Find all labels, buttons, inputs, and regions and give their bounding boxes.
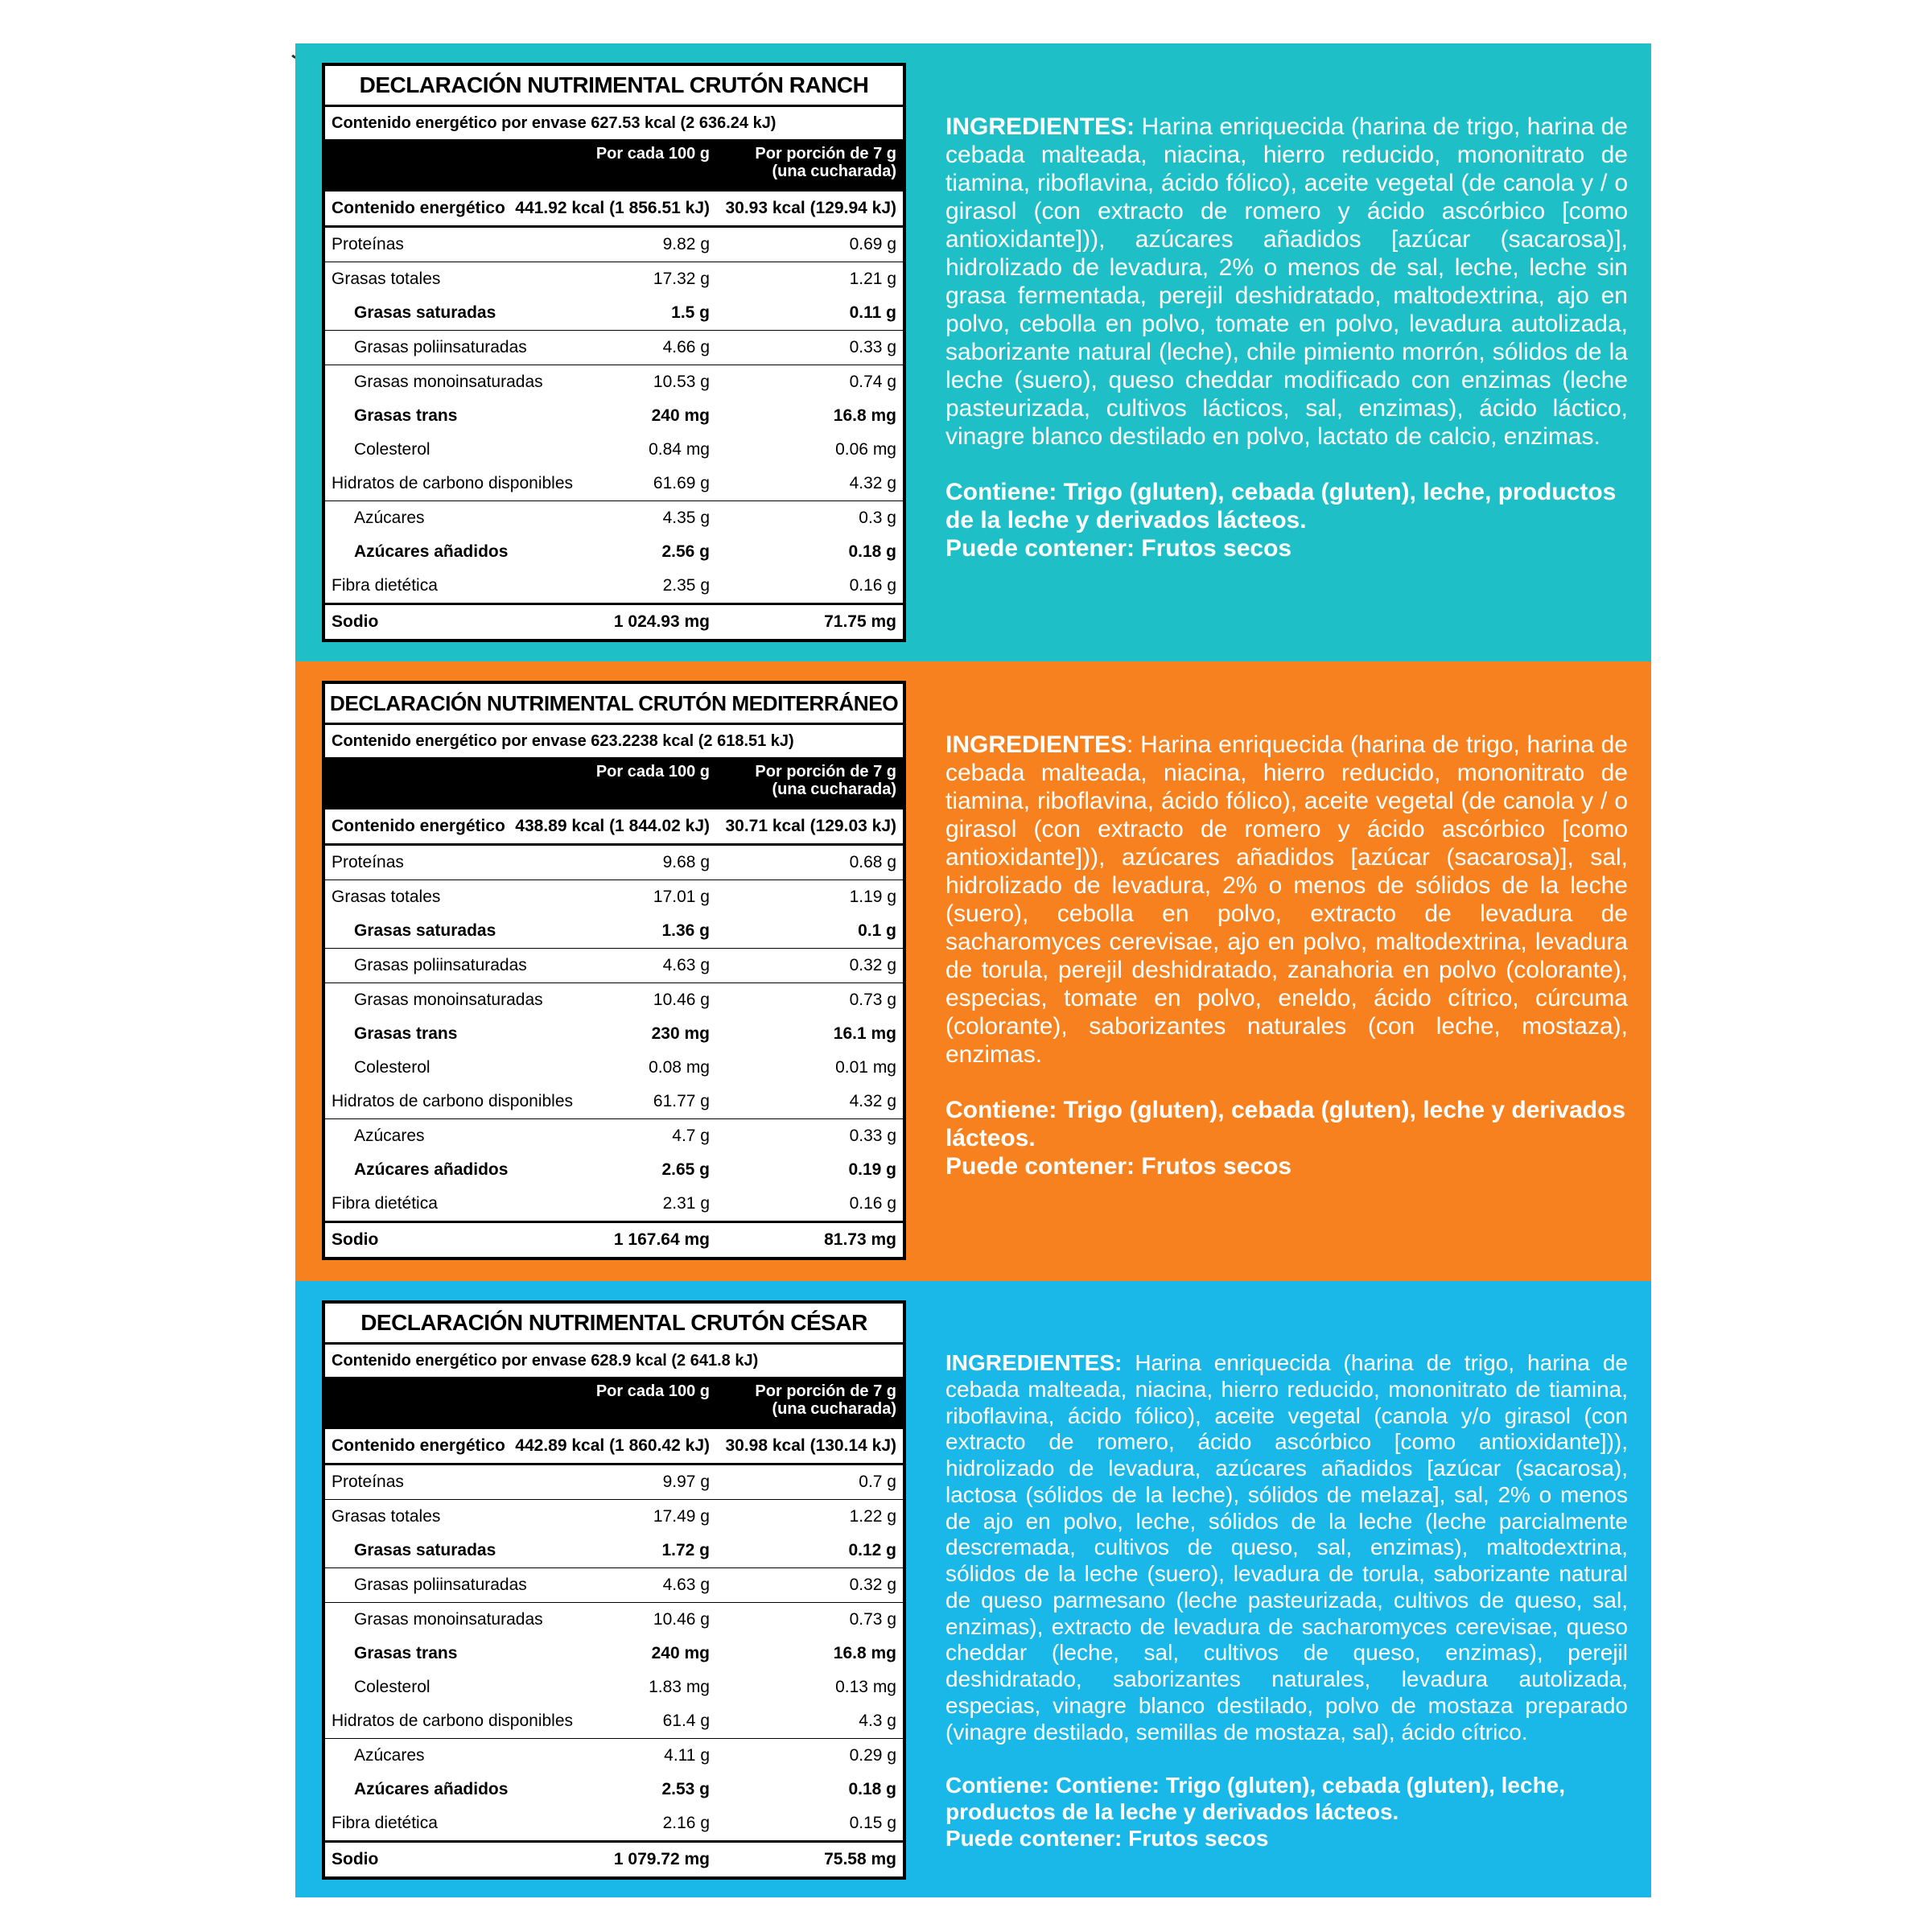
allergens <box>945 1773 1628 1852</box>
nutrient-label: Sodio <box>332 612 379 631</box>
energy-per-package: Contenido energético por envase 627.53 kcal (2 636.24 kJ) <box>325 107 903 142</box>
nutrient-label: Fibra dietética <box>332 1194 438 1213</box>
value-per-100g: 0.08 mg <box>649 1058 710 1077</box>
value-per-100g: 2.56 g <box>661 542 710 561</box>
value-per-100g: 17.49 g <box>653 1507 710 1526</box>
nutrient-label: Grasas poliinsaturadas <box>354 338 527 356</box>
contains-text: Contiene: Trigo (gluten), cebada (gluten), leche, productos de la leche y derivados lácteos. <box>945 479 1617 533</box>
nutrition-row <box>325 1704 903 1739</box>
value-per-100g: 2.65 g <box>661 1160 710 1179</box>
col-per-100g: Por cada 100 g <box>595 1382 710 1400</box>
value-per-portion: 0.73 g <box>849 991 896 1009</box>
value-per-100g: 230 mg <box>651 1024 710 1043</box>
nutrition-row <box>325 1637 903 1670</box>
nutrition-row <box>325 1500 903 1534</box>
col-per-portion-line1: Por porción de 7 g <box>755 1382 896 1400</box>
col-per-portion-line2: (una cucharada) <box>772 781 896 798</box>
value-per-portion: 4.32 g <box>849 1092 896 1110</box>
value-per-portion: 0.7 g <box>859 1473 896 1491</box>
nutrient-label: Hidratos de carbono disponibles <box>332 1712 574 1730</box>
nutrition-title: DECLARACIÓN NUTRIMENTAL CRUTÓN CÉSAR <box>325 1304 903 1345</box>
value-per-portion: 1.19 g <box>849 888 896 906</box>
value-per-portion: 0.11 g <box>849 303 896 322</box>
allergens <box>945 1096 1628 1180</box>
nutrient-label: Grasas saturadas <box>354 1541 496 1559</box>
nutrition-row <box>325 192 903 228</box>
value-per-portion: 0.01 mg <box>835 1058 896 1077</box>
nutrition-table-mediterraneo <box>322 681 906 1260</box>
nutrition-row <box>325 1153 903 1187</box>
nutrition-row <box>325 399 903 433</box>
column-header <box>325 142 903 192</box>
col-per-portion <box>755 145 896 180</box>
nutrient-label: Grasas trans <box>354 406 458 425</box>
nutrient-label: Grasas saturadas <box>354 303 496 322</box>
column-header <box>325 760 903 809</box>
value-per-100g: 2.31 g <box>662 1194 710 1213</box>
value-per-100g: 10.46 g <box>653 991 710 1009</box>
allergens <box>945 478 1628 562</box>
nutrient-label: Fibra dietética <box>332 1814 438 1832</box>
nutrition-row <box>325 1843 903 1876</box>
col-per-portion-line1: Por porción de 7 g <box>755 763 896 781</box>
value-per-portion: 1.21 g <box>849 270 896 288</box>
nutrition-row <box>325 1534 903 1568</box>
nutrient-label: Proteínas <box>332 235 404 253</box>
value-per-100g: 9.97 g <box>662 1473 710 1491</box>
value-per-100g: 1.36 g <box>661 921 710 940</box>
nutrition-row <box>325 1051 903 1085</box>
nutrition-row <box>325 1465 903 1500</box>
energy-per-package: Contenido energético por envase 623.2238 kcal (2 618.51 kJ) <box>325 725 903 760</box>
nutrient-label: Fibra dietética <box>332 576 438 595</box>
nutrition-row <box>325 1670 903 1704</box>
ingredients-text: : Harina enriquecida (harina de trigo, harina de cebada malteada, niacina, hierro reducido, mononitrato de tiamina, riboflavina, ácido fólico), aceite vegetal (de canola y / o girasol (con extracto de romero y ácido ascórbico [como antioxidante])), azúcares añadidos [azúcar (sacarosa)], sal, hidrolizado de levadura, 2% o menos de sólidos de la leche (suero), cebolla en polvo, extracto de levadura de sacharomyces cerevisae, ajo en polvo, maltodextrina, levadura de torula, perejil deshidratado, zanahoria en polvo (colorante), especias, tomate en polvo, eneldo, ácido cítrico, cúrcuma (colorante), saborizantes naturales (con leche, mostaza), enzimas. <box>945 731 1628 1068</box>
col-per-portion-line1: Por porción de 7 g <box>755 145 896 163</box>
value-per-portion: 0.73 g <box>849 1610 896 1629</box>
nutrient-label: Contenido energético <box>332 817 505 835</box>
nutrition-title: DECLARACIÓN NUTRIMENTAL CRUTÓN MEDITERRÁNEO <box>325 684 903 725</box>
nutrition-row <box>325 1806 903 1843</box>
value-per-portion: 71.75 mg <box>824 612 896 631</box>
nutrient-label: Contenido energético <box>332 199 505 217</box>
nutrition-row <box>325 1119 903 1153</box>
value-per-portion: 0.33 g <box>849 338 896 356</box>
nutrient-label: Grasas trans <box>354 1024 458 1043</box>
nutrient-label: Azúcares añadidos <box>354 1160 509 1179</box>
nutrition-row <box>325 1773 903 1806</box>
nutrition-rows <box>325 1429 903 1876</box>
value-per-portion: 75.58 mg <box>824 1850 896 1868</box>
value-per-portion: 0.15 g <box>849 1814 896 1832</box>
value-per-100g: 9.68 g <box>662 853 710 871</box>
nutrition-row <box>325 296 903 331</box>
nutrition-row <box>325 880 903 914</box>
value-per-100g: 1.72 g <box>661 1541 710 1559</box>
value-per-100g: 2.16 g <box>662 1814 710 1832</box>
value-per-portion: 0.69 g <box>849 235 896 253</box>
value-per-portion: 30.93 kcal (129.94 kJ) <box>725 199 896 217</box>
ingredients-ranch <box>945 113 1628 562</box>
nutrient-label: Grasas trans <box>354 1644 458 1662</box>
col-per-portion-line2: (una cucharada) <box>772 163 896 180</box>
value-per-100g: 1.83 mg <box>649 1678 710 1696</box>
value-per-100g: 10.53 g <box>653 373 710 391</box>
value-per-portion: 0.1 g <box>858 921 896 940</box>
nutrition-row <box>325 365 903 399</box>
ingredients-mediterraneo <box>945 731 1628 1180</box>
nutrient-label: Grasas totales <box>332 888 441 906</box>
value-per-portion: 0.18 g <box>848 542 896 561</box>
nutrient-label: Sodio <box>332 1230 379 1249</box>
nutrient-label: Colesterol <box>354 1678 430 1696</box>
value-per-100g: 9.82 g <box>662 235 710 253</box>
value-per-100g: 4.35 g <box>662 509 710 527</box>
value-per-100g: 17.01 g <box>653 888 710 906</box>
nutrient-label: Hidratos de carbono disponibles <box>332 1092 574 1110</box>
column-header <box>325 1379 903 1429</box>
nutrition-row <box>325 569 903 605</box>
nutrition-table-cesar <box>322 1300 906 1880</box>
value-per-portion: 0.3 g <box>859 509 896 527</box>
nutrient-label: Azúcares <box>354 1746 425 1765</box>
value-per-portion: 0.13 mg <box>835 1678 896 1696</box>
value-per-portion: 0.32 g <box>849 1576 896 1594</box>
value-per-100g: 240 mg <box>651 406 710 425</box>
value-per-100g: 1 167.64 mg <box>613 1230 710 1249</box>
nutrition-row <box>325 1568 903 1603</box>
nutrition-table-ranch <box>322 63 906 642</box>
value-per-portion: 0.18 g <box>848 1780 896 1798</box>
nutrition-row <box>325 1187 903 1223</box>
value-per-100g: 0.84 mg <box>649 440 710 459</box>
nutrition-row <box>325 1739 903 1773</box>
value-per-100g: 438.89 kcal (1 844.02 kJ) <box>515 817 710 835</box>
nutrient-label: Grasas monoinsaturadas <box>354 373 543 391</box>
ingredients-paragraph <box>945 113 1628 451</box>
value-per-100g: 4.7 g <box>672 1127 710 1145</box>
nutrient-label: Contenido energético <box>332 1436 505 1455</box>
nutrient-label: Grasas poliinsaturadas <box>354 1576 527 1594</box>
value-per-portion: 0.74 g <box>849 373 896 391</box>
nutrient-label: Grasas poliinsaturadas <box>354 956 527 974</box>
ingredients-heading: INGREDIENTES: <box>945 113 1135 140</box>
may-contain-text: Puede contener: Frutos secos <box>945 1826 1269 1852</box>
energy-per-package: Contenido energético por envase 628.9 kcal (2 641.8 kJ) <box>325 1345 903 1379</box>
panel-mediterraneo <box>295 661 1651 1281</box>
ingredients-text: Harina enriquecida (harina de trigo, harina de cebada malteada, niacina, hierro reducido, mononitrato de tiamina, riboflavina, ácido fólico), aceite vegetal (de canola y / o girasol (con extracto de romero y ácido ascórbico [como antioxidante])), azúcares añadidos [azúcar (sacarosa)], hidrolizado de levadura, 2% o menos de sal, leche, leche sin grasa fermentada, perejil deshidratado, maltodextrina, ajo en polvo, cebolla en polvo, tomate en polvo, levadura autolizada, saborizante natural (leche), chile pimiento morrón, sólidos de la leche (suero), queso cheddar modificado con enzimas (leche pasteurizada, cultivos lácticos, sal, enzimas), ácido láctico, vinagre blanco destilado en polvo, lactato de calcio, enzimas. <box>945 113 1628 450</box>
col-per-portion <box>755 1382 896 1418</box>
nutrition-row <box>325 433 903 467</box>
nutrient-label: Hidratos de carbono disponibles <box>332 474 574 492</box>
nutrition-row <box>325 228 903 262</box>
nutrition-rows <box>325 809 903 1257</box>
nutrition-rows <box>325 192 903 639</box>
value-per-100g: 442.89 kcal (1 860.42 kJ) <box>515 1436 710 1455</box>
nutrition-row <box>325 331 903 365</box>
value-per-100g: 1.5 g <box>671 303 710 322</box>
value-per-100g: 2.53 g <box>661 1780 710 1798</box>
nutrient-label: Grasas monoinsaturadas <box>354 1610 543 1629</box>
nutrient-label: Colesterol <box>354 1058 430 1077</box>
value-per-portion: 0.32 g <box>849 956 896 974</box>
ingredients-paragraph <box>945 1350 1628 1745</box>
value-per-portion: 16.8 mg <box>833 406 896 425</box>
ingredients-paragraph <box>945 731 1628 1069</box>
panel-ranch <box>295 43 1651 661</box>
value-per-100g: 4.66 g <box>662 338 710 356</box>
col-per-portion-line2: (una cucharada) <box>772 1400 896 1418</box>
value-per-portion: 0.06 mg <box>835 440 896 459</box>
value-per-100g: 1 079.72 mg <box>613 1850 710 1868</box>
value-per-100g: 4.63 g <box>662 956 710 974</box>
ingredients-text: Harina enriquecida (harina de trigo, harina de cebada malteada, niacina, hierro reducido, mononitrato de tiamina, riboflavina, ácido fólico), aceite vegetal (canola y/o girasol (con extracto de romero, ácido ascórbico [como antioxidante])), hidrolizado de levadura, azúcares añadidos [azúcar (sacarosa), lactosa (sólidos de la leche), sólidos de melaza], sal, 2% o menos de ajo en polvo, leche, sólidos de la leche (leche parcialmente descremada, cultivos de queso, sal, enzimas), maltodextrina, sólidos de la leche (suero), levadura de torula, saborizante natural de queso parmesano (leche pasteurizada, cultivos de queso, sal, enzimas), extracto de levadura de sacharomyces cerevisae, queso cheddar (leche, sal, cultivos de queso, enzimas), perejil deshidratado, saborizantes naturales, levadura autolizada, especias, vinagre blanco destilado, polvo de mostaza preparado (vinagre destilado, semillas de mostaza, sal), ácido cítrico. <box>945 1350 1628 1745</box>
value-per-portion: 0.16 g <box>849 576 896 595</box>
value-per-100g: 1 024.93 mg <box>613 612 710 631</box>
nutrient-label: Colesterol <box>354 440 430 459</box>
value-per-100g: 2.35 g <box>662 576 710 595</box>
nutrition-title: DECLARACIÓN NUTRIMENTAL CRUTÓN RANCH <box>325 66 903 107</box>
nutrient-label: Azúcares añadidos <box>354 1780 509 1798</box>
nutrient-label: Grasas totales <box>332 1507 441 1526</box>
nutrition-row <box>325 1085 903 1119</box>
col-per-100g: Por cada 100 g <box>595 145 710 163</box>
value-per-100g: 240 mg <box>651 1644 710 1662</box>
value-per-100g: 4.63 g <box>662 1576 710 1594</box>
nutrient-label: Azúcares <box>354 509 425 527</box>
contains-text: Contiene: Trigo (gluten), cebada (gluten), leche y derivados lácteos. <box>945 1097 1626 1151</box>
nutrient-label: Azúcares añadidos <box>354 542 509 561</box>
value-per-portion: 16.1 mg <box>833 1024 896 1043</box>
value-per-portion: 30.71 kcal (129.03 kJ) <box>725 817 896 835</box>
nutrition-row <box>325 1017 903 1051</box>
nutrition-row <box>325 949 903 983</box>
nutrition-row <box>325 809 903 846</box>
contains-text: Contiene: Contiene: Trigo (gluten), cebada (gluten), leche, productos de la leche y derivados lácteos. <box>945 1773 1566 1825</box>
nutrient-label: Azúcares <box>354 1127 425 1145</box>
value-per-portion: 0.68 g <box>849 853 896 871</box>
may-contain-text: Puede contener: Frutos secos <box>945 1153 1292 1180</box>
nutrient-label: Grasas saturadas <box>354 921 496 940</box>
nutrition-row <box>325 914 903 949</box>
value-per-portion: 0.16 g <box>849 1194 896 1213</box>
nutrient-label: Proteínas <box>332 1473 404 1491</box>
nutrition-row <box>325 983 903 1017</box>
nutrition-row <box>325 501 903 535</box>
nutrition-row <box>325 605 903 639</box>
ingredients-heading: INGREDIENTES: <box>945 1350 1123 1375</box>
nutrient-label: Grasas monoinsaturadas <box>354 991 543 1009</box>
nutrient-label: Sodio <box>332 1850 379 1868</box>
panel-cesar <box>295 1281 1651 1897</box>
nutrition-row <box>325 535 903 569</box>
nutrition-row <box>325 846 903 880</box>
value-per-portion: 81.73 mg <box>824 1230 896 1249</box>
nutrition-row <box>325 467 903 501</box>
value-per-100g: 17.32 g <box>653 270 710 288</box>
value-per-portion: 4.32 g <box>849 474 896 492</box>
value-per-portion: 30.98 kcal (130.14 kJ) <box>725 1436 896 1455</box>
value-per-portion: 1.22 g <box>849 1507 896 1526</box>
nutrient-label: Proteínas <box>332 853 404 871</box>
value-per-portion: 16.8 mg <box>833 1644 896 1662</box>
nutrition-row <box>325 1429 903 1465</box>
nutrient-label: Grasas totales <box>332 270 441 288</box>
nutrition-row <box>325 1603 903 1637</box>
value-per-100g: 61.77 g <box>653 1092 710 1110</box>
value-per-100g: 61.69 g <box>653 474 710 492</box>
col-per-100g: Por cada 100 g <box>595 763 710 781</box>
col-per-portion <box>755 763 896 798</box>
value-per-portion: 0.29 g <box>849 1746 896 1765</box>
value-per-100g: 4.11 g <box>664 1746 710 1765</box>
value-per-portion: 0.33 g <box>849 1127 896 1145</box>
may-contain-text: Puede contener: Frutos secos <box>945 535 1292 562</box>
value-per-100g: 61.4 g <box>662 1712 710 1730</box>
value-per-portion: 0.19 g <box>848 1160 896 1179</box>
nutrition-row <box>325 1223 903 1257</box>
value-per-100g: 441.92 kcal (1 856.51 kJ) <box>515 199 710 217</box>
ingredients-heading: INGREDIENTES <box>945 731 1127 758</box>
nutrition-row <box>325 262 903 296</box>
ingredients-cesar <box>945 1350 1628 1852</box>
value-per-100g: 10.46 g <box>653 1610 710 1629</box>
value-per-portion: 0.12 g <box>848 1541 896 1559</box>
value-per-portion: 4.3 g <box>859 1712 896 1730</box>
